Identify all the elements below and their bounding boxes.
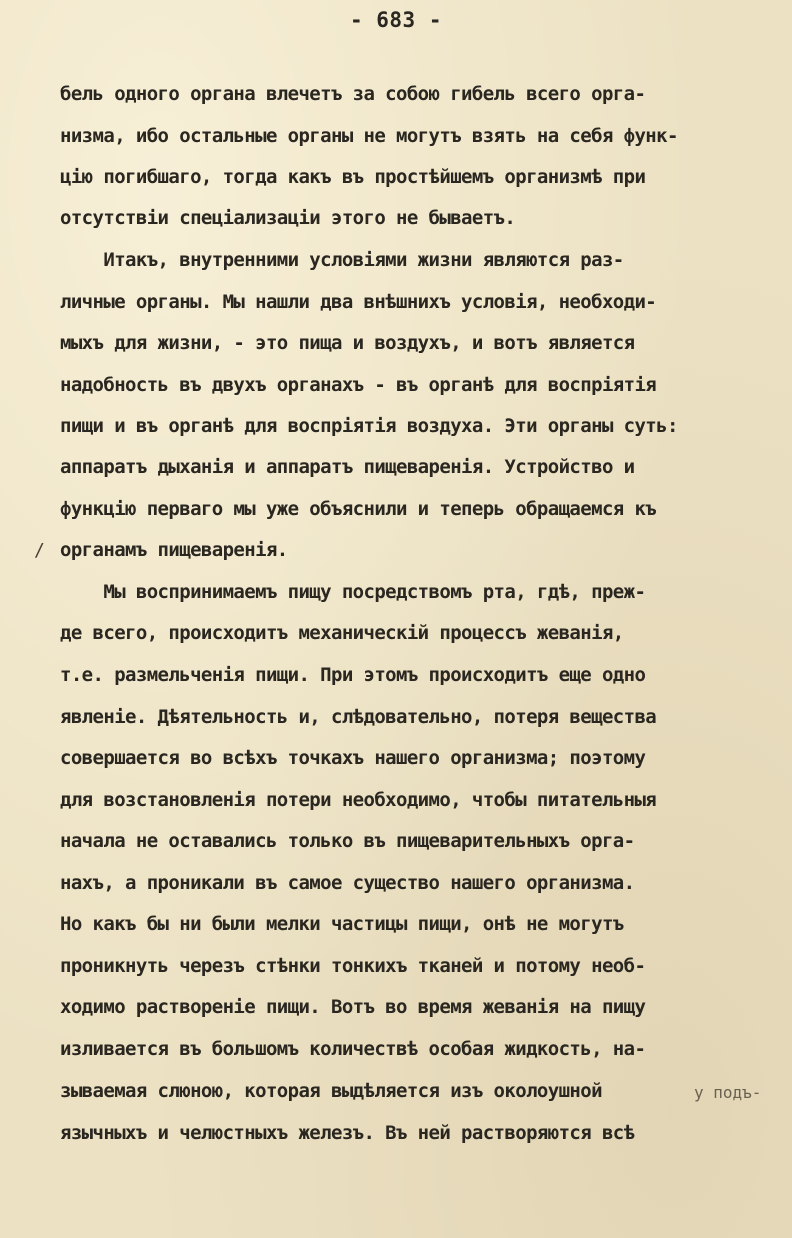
page-number: - 683 - (349, 8, 442, 32)
text-line-15: т.е. размельченія пищи. При этомъ происходитъ еще одно (60, 664, 646, 686)
text-line-17: совершается во всѣхъ точкахъ нашего организма; поэтому (60, 747, 646, 769)
margin-mark-left: / (34, 540, 45, 561)
text-line-16: явленіе. Дѣятельность и, слѣдовательно, потеря вещества (60, 706, 657, 728)
text-line-12: органамъ пищеваренія. (60, 539, 288, 561)
text-line-21: Но какъ бы ни были мелки частицы пищи, онѣ не могутъ (60, 913, 624, 935)
text-line-19: начала не оставались только въ пищеварительныхъ орга- (60, 830, 635, 852)
text-line-18: для возстановленія потери необходимо, чтобы питательныя (60, 789, 657, 811)
text-line-5: Итакъ, внутренними условіями жизни являются раз- (60, 249, 624, 271)
text-line-9: пищи и въ органѣ для воспріятія воздуха. Эти органы суть: (60, 415, 678, 437)
text-line-2: низма, ибо остальные органы не могутъ взять на себя функ- (60, 125, 678, 147)
text-line-14: де всего, происходитъ механическій процессъ жеванія, (60, 622, 624, 644)
text-line-4: отсутствіи спеціализаціи этого не бываетъ. (60, 207, 516, 229)
text-line-11: функцію перваго мы уже объяснили и теперь обращаемся къ (60, 498, 657, 520)
text-line-22: проникнуть черезъ стѣнки тонкихъ тканей и потому необ- (60, 955, 646, 977)
text-line-6: личные органы. Мы нашли два внѣшнихъ условія, необходи- (60, 291, 657, 313)
text-line-7: мыхъ для жизни, - это пища и воздухъ, и вотъ является (60, 332, 635, 354)
text-line-13: Мы воспринимаемъ пищу посредствомъ рта, гдѣ, преж- (60, 581, 646, 603)
margin-mark-right: у подъ- (694, 1083, 762, 1102)
text-line-26: язычныхъ и челюстныхъ железъ. Въ ней растворяются всѣ (60, 1122, 635, 1144)
text-line-25: зываемая слюною, которая выдѣляется изъ околоушной (60, 1080, 602, 1102)
text-line-1: бель одного органа влечетъ за собою гибель всего орга- (60, 83, 646, 105)
text-line-3: цію погибшаго, тогда какъ въ простѣйшемъ организмѣ при (60, 166, 646, 188)
text-line-23: ходимо раствореніе пищи. Вотъ во время жеванія на пищу (60, 996, 646, 1018)
text-line-8: надобность въ двухъ органахъ - въ органѣ для воспріятія (60, 374, 657, 396)
text-line-24: изливается въ большомъ количествѣ особая жидкость, на- (60, 1038, 646, 1060)
text-line-20: нахъ, а проникали въ самое существо нашего организма. (60, 872, 635, 894)
text-line-10: аппаратъ дыханія и аппаратъ пищеваренія. Устройство и (60, 456, 635, 478)
